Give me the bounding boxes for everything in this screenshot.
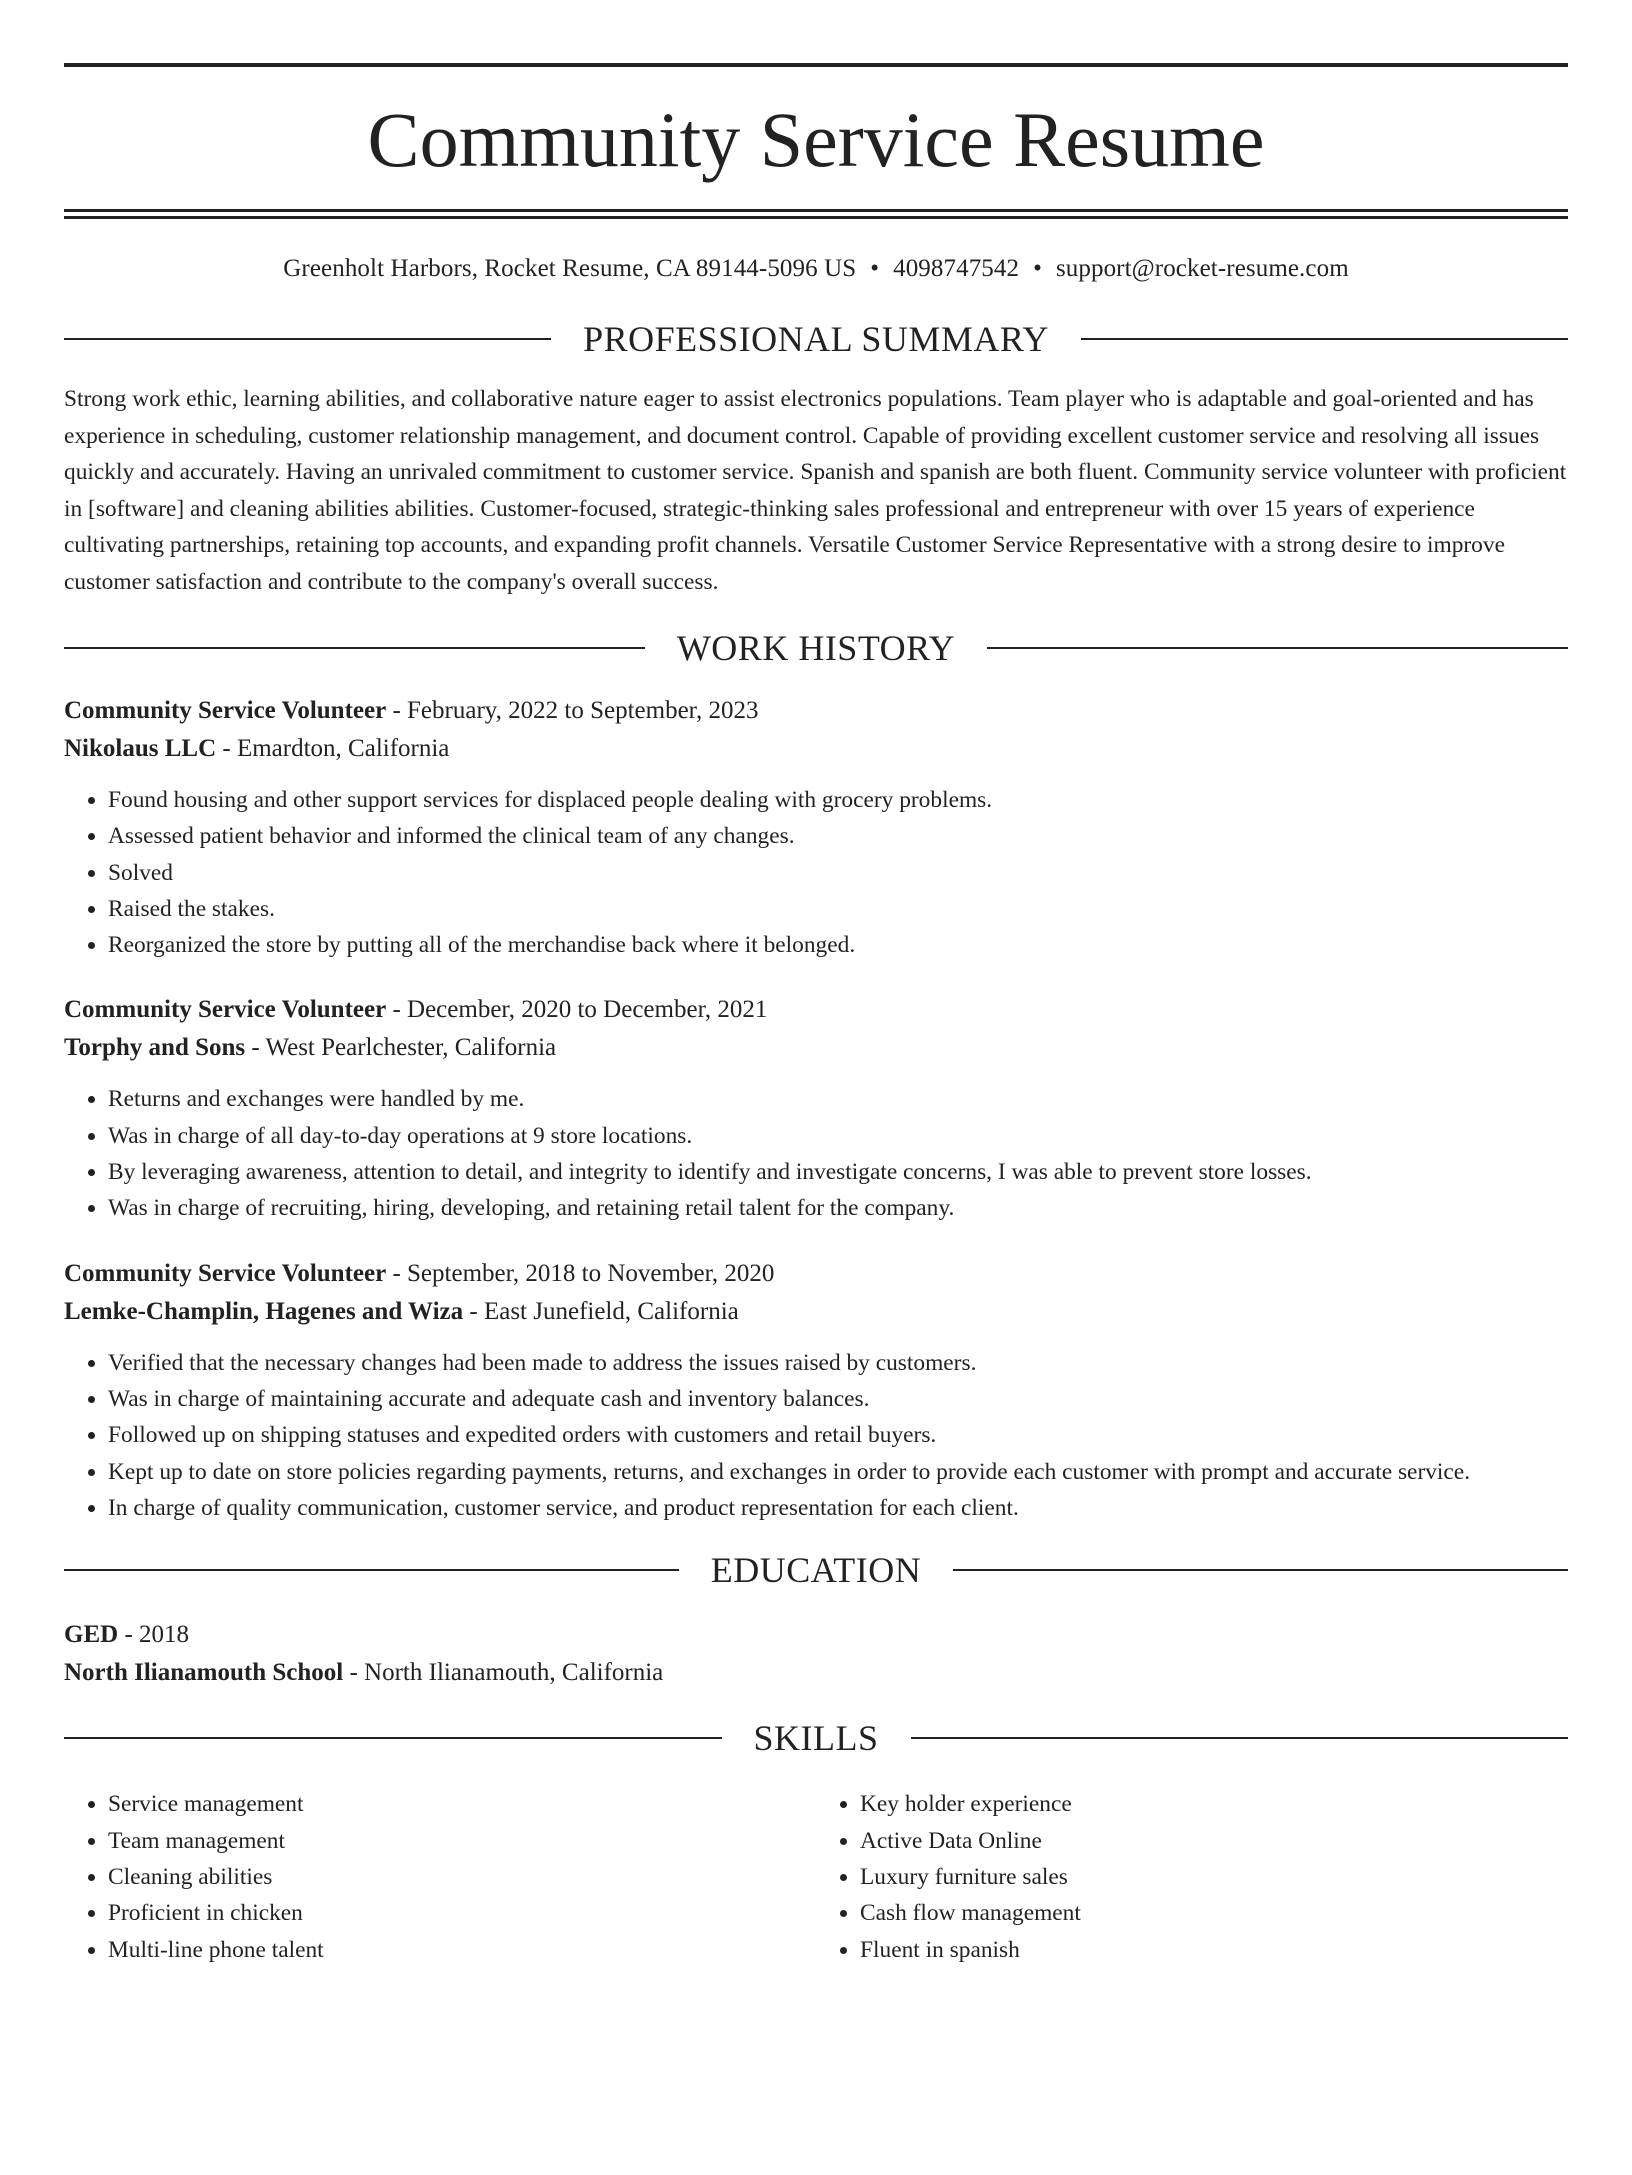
job-bullets [64,1081,1568,1226]
job-company: Lemke-Champlin, Hagenes and Wiza [64,1297,464,1325]
job-bullet: • Verified that the necessary changes had been made to address the issues raised by customers. [108,1345,1568,1381]
education-year: - 2018 [118,1621,190,1649]
skill-item: • Fluent in spanish [860,1932,1568,1968]
skill-item: • Team management [108,1823,816,1859]
contact-line [64,255,1568,283]
job-bullet: • Found housing and other support services for displaced people dealing with grocery problems. [108,782,1568,818]
skill-item: • Cleaning abilities [108,1859,816,1895]
section-header-education [64,1550,1568,1591]
job-bullet: • Followed up on shipping statuses and expedited orders with customers and retail buyers. [108,1417,1568,1453]
job-dates: - September, 2018 to November, 2020 [386,1259,775,1287]
job-title-line [64,991,1568,1029]
job-location: - West Pearlchester, California [245,1034,557,1062]
job-bullet: • In charge of quality communication, customer service, and product representation for each client. [108,1490,1568,1526]
section-title-education: EDUCATION [710,1550,922,1591]
education-degree-line [64,1616,1568,1654]
section-rule-left [64,1737,722,1739]
job-title-line [64,692,1568,730]
job-bullets [64,1345,1568,1526]
contact-phone: 4098747542 [893,255,1020,282]
job-dates: - December, 2020 to December, 2021 [386,996,768,1024]
skills-list-left [64,1786,816,1968]
contact-email: support@rocket-resume.com [1055,255,1349,282]
summary-text: Strong work ethic, learning abilities, and collaborative nature eager to assist electronics populations. Team player who is adaptable and goal-oriented and has experience in scheduling, customer relationship management, and document control. Capable of providing excellent customer service and resolving all issues quickly and accurately. Having an unrivaled commitment to customer service. Spanish and spanish are both fluent. Community service volunteer with proficient in [software] and cleaning abilities abilities. Customer-focused, strategic-thinking sales professional and entrepreneur with over 15 years of experience cultivating partnerships, retaining top accounts, and expanding profit channels. Versatile Customer Service Representative with a strong desire to improve customer satisfaction and contribute to the company's overall success. [64,386,1567,595]
job-company: Torphy and Sons [64,1034,246,1062]
contact-separator: • [870,255,880,282]
resume-title: Community Service Resume [367,96,1265,183]
section-rule-right [1081,338,1568,340]
skill-item: • Service management [108,1786,816,1822]
section-header-summary [64,321,1568,357]
skill-item: • Key holder experience [860,1786,1568,1822]
job-dates: - February, 2022 to September, 2023 [386,697,759,724]
job-entry [64,692,1568,963]
job-title-line [64,1255,1568,1293]
skills-list-right [816,1786,1568,1968]
section-rule-right [987,647,1568,649]
job-location: - East Junefield, California [463,1297,739,1325]
section-rule-right [953,1569,1568,1571]
work-history-list [64,692,1568,1526]
job-location: - Emardton, California [216,735,450,762]
job-bullet: • Was in charge of recruiting, hiring, developing, and retaining retail talent for the company. [108,1190,1568,1226]
job-bullets [64,782,1568,963]
section-header-work-history [64,630,1568,666]
skill-item: • Proficient in chicken [108,1895,816,1931]
job-bullet: • Reorganized the store by putting all of the merchandise back where it belonged. [108,927,1568,963]
job-bullet: • Assessed patient behavior and informed the clinical team of any changes. [108,818,1568,854]
job-company-line [64,1293,1568,1331]
contact-separator: • [1033,255,1042,282]
education-school: North Ilianamouth School [64,1659,344,1687]
job-bullet: • Was in charge of maintaining accurate and adequate cash and inventory balances. [108,1381,1568,1417]
job-bullet: • Raised the stakes. [108,891,1568,927]
education-location: - North Ilianamouth, California [343,1659,664,1687]
section-rule-left [64,647,645,649]
section-rule-left [64,338,551,340]
section-rule-left [64,1569,679,1571]
skills-columns [64,1786,1568,1968]
job-bullet: • Kept up to date on store policies regarding payments, returns, and exchanges in order to provide each customer with prompt and accurate service. [108,1454,1568,1490]
skill-item: • Cash flow management [860,1895,1568,1931]
education-degree: GED [64,1621,119,1649]
section-title-skills: SKILLS [753,1718,879,1759]
job-entry [64,991,1568,1226]
job-bullet: • By leveraging awareness, attention to detail, and integrity to identify and investigate concerns, I was able to prevent store losses. [108,1154,1568,1190]
education-school-line [64,1654,1568,1692]
section-rule-right [911,1737,1569,1739]
section-title-work-history: WORK HISTORY [676,628,956,668]
job-entry [64,1255,1568,1526]
job-title: Community Service Volunteer [64,1259,387,1287]
job-title: Community Service Volunteer [64,697,387,724]
job-title: Community Service Volunteer [64,996,387,1024]
job-bullet: • Returns and exchanges were handled by me. [108,1081,1568,1117]
section-title-summary: PROFESSIONAL SUMMARY [583,319,1049,359]
job-bullet: • Was in charge of all day-to-day operations at 9 store locations. [108,1118,1568,1154]
skill-item: • Luxury furniture sales [860,1859,1568,1895]
skill-item: • Multi-line phone talent [108,1932,816,1968]
job-company-line [64,1029,1568,1067]
job-company-line [64,730,1568,768]
resume-page [0,63,1632,2175]
job-bullet: • Solved [108,855,1568,891]
skill-item: • Active Data Online [860,1823,1568,1859]
education-entry [64,1616,1568,1692]
section-header-skills [64,1718,1568,1759]
contact-address: Greenholt Harbors, Rocket Resume, CA 89144-5096 US [283,255,857,282]
title-bottom-double-rule [64,209,1568,219]
job-company: Nikolaus LLC [64,735,217,762]
